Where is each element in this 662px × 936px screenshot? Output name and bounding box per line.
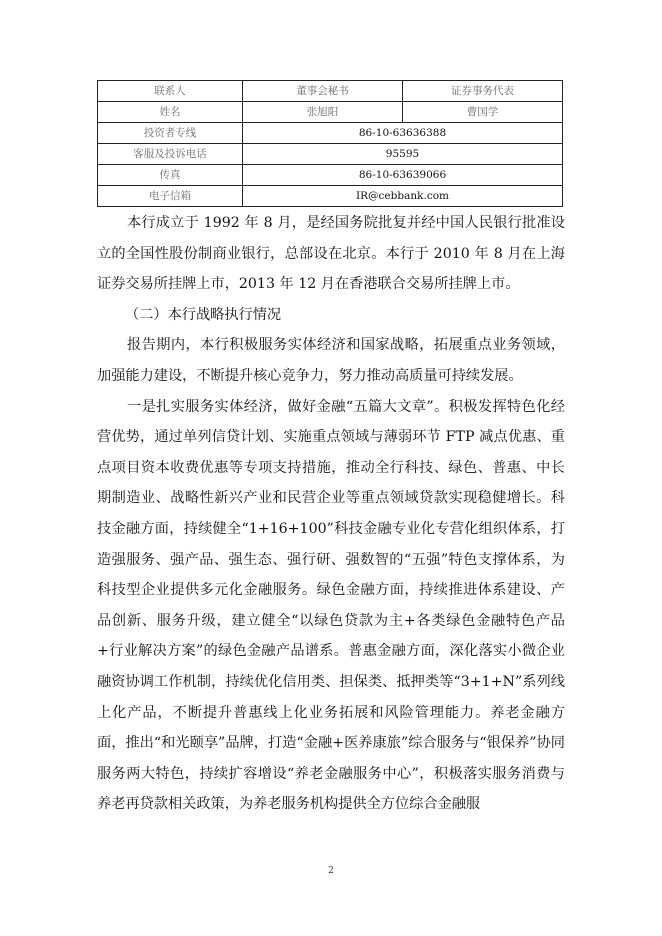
fax-label: 传真 bbox=[98, 165, 243, 186]
intro-paragraph: 本行成立于 1992 年 8 月，是经国务院批复并经中国人民银行批准设立的全国性股份制商业银行，总部设在北京。本行于 2010 年 8 月在上海证券交易所挂牌上市，2013 年 12 月在香港联合交易所挂牌上市。 bbox=[97, 215, 565, 293]
service-phone-label: 客服及投诉电话 bbox=[98, 144, 243, 165]
investor-line-label: 投资者专线 bbox=[98, 123, 243, 144]
email-label: 电子信箱 bbox=[98, 186, 243, 207]
section-heading: （二）本行战略执行情况 bbox=[125, 306, 282, 323]
representative-header-cell: 证券事务代表 bbox=[403, 81, 563, 102]
page-number: 2 bbox=[328, 866, 334, 876]
service-phone-value: 95595 bbox=[243, 144, 563, 165]
contact-label-cell: 联系人 bbox=[98, 81, 243, 102]
body-text bbox=[97, 208, 565, 820]
table-row bbox=[98, 102, 563, 123]
representative-name-cell: 曹国学 bbox=[403, 102, 563, 123]
point-one-paragraph: 一是扎实服务实体经济，做好金融“五篇大文章”。积极发挥特色化经营优势，通过单列信贷计划、实施重点领域与薄弱环节 FTP 减点优惠、重点项目资本收费优惠等专项支持措施，推动全行科技、绿色、普惠、中长期制造业、战略性新兴产业和民营企业等重点领域贷款实现稳健增长。科技金融方面，持续健全“1+16+100”科技金融专业化专营化组织体系，打造强服务、强产品、强生态、强行研、强数智的“五强”特色支撑体系，为科技型企业提供多元化金融服务。绿色金融方面，持续推进体系建设、产品创新、服务升级，建立健全“以绿色贷款为主+各类绿色金融特色产品+行业解决方案”的绿色金融产品谱系。普惠金融方面，深化落实小微企业融资协调工作机制，持续优化信用类、担保类、抵押类等“3+1+N”系列线上化产品，不断提升普惠线上化业务拓展和风险管理能力。养老金融方面，推出“和光颐享”品牌，打造“金融+医养康旅”综合服务与“银保养”协同服务两大特色，持续扩容增设“养老金融服务中心”，积极落实服务消费与养老再贷款相关政策，为养老服务机构提供全方位综合金融服 bbox=[97, 398, 565, 813]
table-row bbox=[98, 123, 563, 144]
table-row bbox=[98, 165, 563, 186]
contact-info-table bbox=[97, 80, 563, 207]
overview-paragraph: 报告期内，本行积极服务实体经济和国家战略，拓展重点业务领域，加强能力建设，不断提升核心竞争力，努力推动高质量可持续发展。 bbox=[97, 337, 565, 384]
name-label-cell: 姓名 bbox=[98, 102, 243, 123]
table-row bbox=[98, 186, 563, 207]
secretary-name-cell: 张旭阳 bbox=[243, 102, 403, 123]
email-value: IR@cebbank.com bbox=[243, 186, 563, 207]
table-row bbox=[98, 81, 563, 102]
fax-value: 86-10-63639066 bbox=[243, 165, 563, 186]
investor-line-value: 86-10-63636388 bbox=[243, 123, 563, 144]
secretary-header-cell: 董事会秘书 bbox=[243, 81, 403, 102]
table-row bbox=[98, 144, 563, 165]
